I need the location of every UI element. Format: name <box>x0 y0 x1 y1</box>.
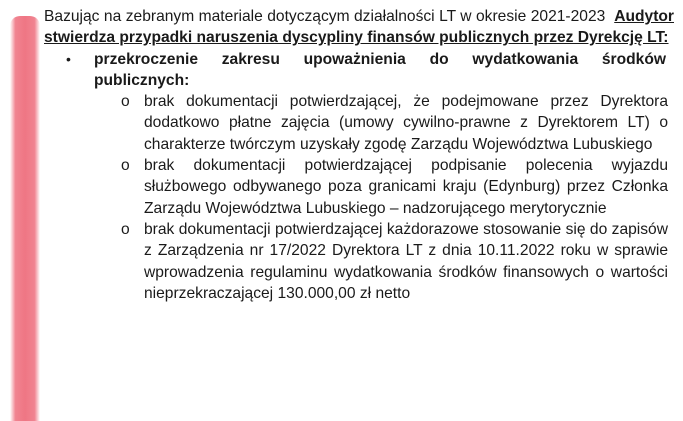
sub-finding-text: brak dokumentacji potwierdzającej, że podejmowane przez Dyrektora dodatkowo płatne zajęcia (umowy cywilno-prawne z Dyrektorem LT) o charakterze twórczym uzyskały zgodę Zarządu Województwa Lubuskiego <box>144 93 668 153</box>
sub-finding-text: brak dokumentacji potwierdzającej podpisanie polecenia wyjazdu służbowego odbywanego poza granicami kraju (Edynburg) przez Członka Zarządu Województwa Lubuskiego – nadzorującego merytorycznie <box>144 157 668 217</box>
sub-findings-list <box>94 91 674 304</box>
finding-title: przekroczenie zakresu upoważnienia do wydatkowania środków publicznych: <box>94 50 666 89</box>
intro-lead: Bazując na zebranym materiale dotyczącym działalności LT w okresie 2021-2023 <box>44 8 606 25</box>
findings-list <box>44 49 674 305</box>
list-item <box>94 219 674 304</box>
intro-paragraph <box>44 6 674 49</box>
list-item <box>94 91 674 155</box>
circle-bullet-icon: o <box>121 157 130 175</box>
document-body <box>44 6 674 304</box>
intro-heading: Audytor stwierdza przypadki naruszenia dyscypliny finansów publicznych przez Dyrekcję LT: <box>44 8 674 47</box>
list-item <box>44 49 674 305</box>
bullet-icon: • <box>66 50 71 67</box>
circle-bullet-icon: o <box>121 220 130 238</box>
sub-finding-text: brak dokumentacji potwierdzającej każdorazowe stosowanie się do zapisów z Zarządzenia nr 17/2022 Dyrektora LT z dnia 10.11.2022 roku w sprawie wprowadzenia regulaminu wydatkowania środków finansowych o wartości nieprzekraczającej 130.000,00 zł netto <box>144 220 668 302</box>
pink-highlighter-mark <box>10 16 40 421</box>
list-item <box>94 155 674 219</box>
circle-bullet-icon: o <box>121 93 130 111</box>
